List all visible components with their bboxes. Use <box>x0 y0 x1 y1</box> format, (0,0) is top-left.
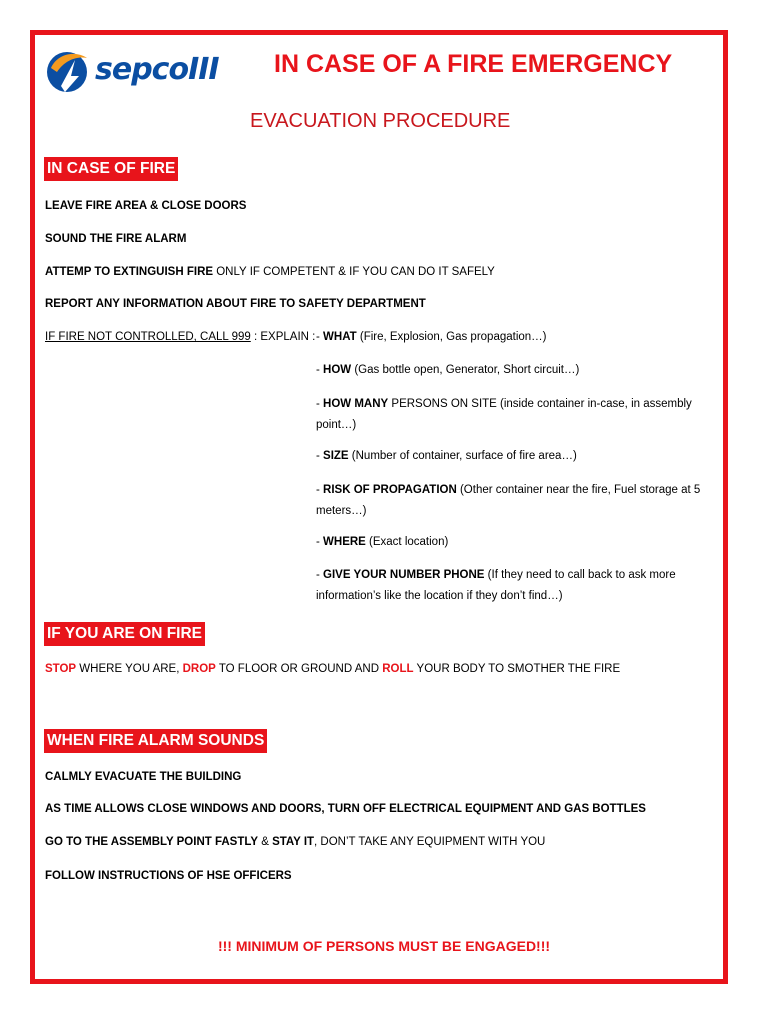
logo-wordmark: sepcoIII <box>95 52 219 87</box>
page-subtitle: EVACUATION PROCEDURE <box>250 110 511 132</box>
drop-word: DROP <box>182 663 216 675</box>
instruction-close-windows: AS TIME ALLOWS CLOSE WINDOWS AND DOORS, TURN OFF ELECTRICAL EQUIPMENT AND GAS BOTTLES <box>45 803 646 815</box>
footer-warning: !!! MINIMUM OF PERSONS MUST BE ENGAGED!!! <box>217 938 551 954</box>
detail-what: - WHAT (Fire, Explosion, Gas propagation…) <box>316 331 547 343</box>
page-title: IN CASE OF A FIRE EMERGENCY <box>274 50 673 78</box>
sepco-logo <box>45 46 235 96</box>
instruction-call <box>45 329 315 346</box>
detail-how-many: - HOW MANY PERSONS ON SITE (inside container in-case, in assembly point…) <box>316 398 692 431</box>
detail-where: - WHERE (Exact location) <box>316 536 449 548</box>
instruction-extinguish-rest: ONLY IF COMPETENT & IF YOU CAN DO IT SAFELY <box>213 266 495 278</box>
detail-risk-of-propagation: - RISK OF PROPAGATION (Other container near the fire, Fuel storage at 5 meters…) <box>316 484 701 517</box>
detail-how: - HOW (Gas bottle open, Generator, Short circuit…) <box>316 364 580 376</box>
section-heading-alarm-sounds: WHEN FIRE ALARM SOUNDS <box>44 729 267 753</box>
instruction-extinguish-bold: ATTEMP TO EXTINGUISH FIRE <box>45 266 214 278</box>
instruction-stop-drop-roll: STOP WHERE YOU ARE, DROP TO FLOOR OR GROUND AND ROLL YOUR BODY TO SMOTHER THE FIRE <box>45 663 621 675</box>
instruction-report: REPORT ANY INFORMATION ABOUT FIRE TO SAFETY DEPARTMENT <box>45 298 426 310</box>
detail-size: - SIZE (Number of container, surface of fire area…) <box>316 450 577 462</box>
section-heading-on-fire: IF YOU ARE ON FIRE <box>44 622 205 646</box>
instruction-leave-area: LEAVE FIRE AREA & CLOSE DOORS <box>45 200 247 212</box>
instruction-follow-hse: FOLLOW INSTRUCTIONS OF HSE OFFICERS <box>45 870 292 882</box>
call-number-text: IF FIRE NOT CONTROLLED, CALL 999 <box>45 331 251 343</box>
instruction-evacuate: CALMLY EVACUATE THE BUILDING <box>45 771 242 783</box>
call-explain-text: : EXPLAIN : <box>250 331 316 343</box>
detail-give-number: - GIVE YOUR NUMBER PHONE (If they need to call back to ask more information’s like the location if they don’t find…) <box>316 569 676 602</box>
instruction-sound-alarm: SOUND THE FIRE ALARM <box>45 233 187 245</box>
roll-word: ROLL <box>382 663 414 675</box>
instruction-assembly-point: GO TO THE ASSEMBLY POINT FASTLY & STAY IT, DON’T TAKE ANY EQUIPMENT WITH YOU <box>45 836 546 848</box>
logo-mark-icon <box>45 46 93 96</box>
stop-word: STOP <box>45 663 77 675</box>
instruction-extinguish <box>45 264 495 281</box>
section-heading-in-case-of-fire: IN CASE OF FIRE <box>44 157 178 181</box>
